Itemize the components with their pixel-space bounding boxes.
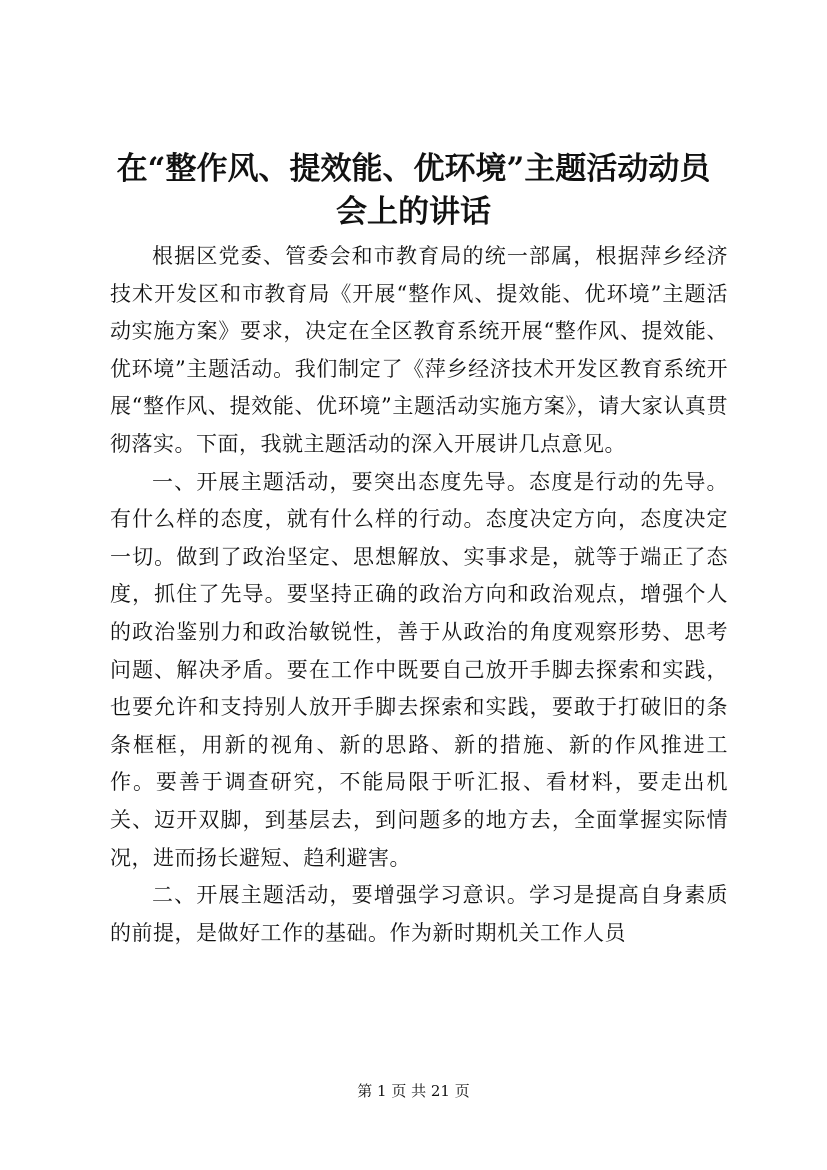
document-title bbox=[90, 148, 737, 234]
page-number-footer: 第 1 页 共 21 页 bbox=[357, 1082, 470, 1100]
paragraph-section-1: 一、开展主题活动，要突出态度先导。态度是行动的先导。有什么样的态度，就有什么样的行动。态度决定方向，态度决定一切。做到了政治坚定、思想解放、实事求是，就等于端正了态度，抓住了先导。要坚持正确的政治方向和政治观点，增强个人的政治鉴别力和政治敏锐性，善于从政治的角度观察形势、思考问题、解决矛盾。要在工作中既要自己放开手脚去探索和实践，也要允许和支持别人放开手脚去探索和实践，要敢于打破旧的条条框框，用新的视角、新的思路、新的措施、新的作风推进工作。要善于调查研究，不能局限于听汇报、看材料，要走出机关、迈开双脚，到基层去，到问题多的地方去，全面掌握实际情况，进而扬长避短、趋利避害。 bbox=[110, 469, 728, 870]
paragraph-intro: 根据区党委、管委会和市教育局的统一部属，根据萍乡经济技术开发区和市教育局《开展“整作风、提效能、优环境”主题活动实施方案》要求，决定在全区教育系统开展“整作风、提效能、优环境”主题活动。我们制定了《萍乡经济技术开发区教育系统开展“整作风、提效能、优环境”主题活动实施方案》，请大家认真贯彻落实。下面，我就主题活动的深入开展讲几点意见。 bbox=[110, 244, 728, 456]
title-line-1: 在“整作风、提效能、优环境”主题活动动员 bbox=[116, 151, 711, 187]
paragraph-section-2: 二、开展主题活动，要增强学习意识。学习是提高自身素质的前提，是做好工作的基础。作为新时期机关工作人员 bbox=[110, 883, 728, 945]
title-line-2: 会上的讲话 bbox=[336, 194, 491, 230]
document-body bbox=[110, 238, 728, 952]
